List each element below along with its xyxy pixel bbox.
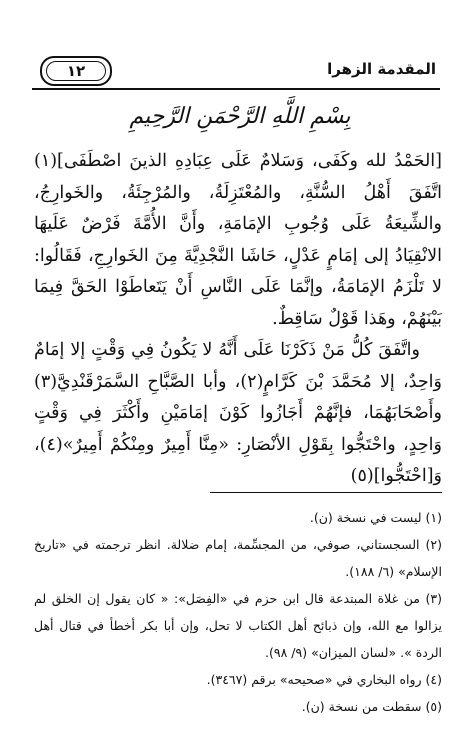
footnote-separator	[210, 492, 442, 493]
page-header	[32, 58, 440, 90]
page-number: ١٢	[40, 56, 112, 86]
footnotes	[34, 504, 442, 720]
main-text	[34, 146, 442, 493]
footnote-3: (٣) من غلاة المبتدعة قال ابن حزم في «الفِصَل»: « كان يقول إن الخلق لم يزالوا مع الله، وإن ذبائح أهل الكتاب لا تحل، وإن أبا بكر أخطأ في قتال أهل الردة ». «لسان الميزان» (٩/ ٩٨).	[34, 591, 442, 660]
footnote-2: (٢) السجستاني، صوفي، من المجسِّمة، إمام ضلالة. انظر ترجمته في «تاريخ الإسلام» (٦/ ١٨٨).	[34, 537, 442, 579]
footnote-4: (٤) رواه البخاري في «صحيحه» برقم (٣٤٦٧).	[206, 672, 442, 687]
paragraph-1: [الحَمْدُ لله وكَفَى، وَسَلامٌ عَلَى عِبَادِهِ الذينَ اصْطَفَى](١) اتَّفَقَ أَهْلُ السُّنَّةِ، والمُعْتَزِلَةُ، والمُرْجِئَةُ، والخَوارِجُ، والشِّيعَةُ عَلَى وُجُوبِ الإمَامَةِ، وأَنَّ الأُمَّةَ فَرْضٌ عَلَيهَا الانْقِيَادُ إلى إمَامٍ عَدْلٍ، حَاشَا النَّجْدِيَّةَ مِنَ الخَوارِجِ، فَقَالُوا: لا تَلْزَمُ الإمَامَةُ، وإنَّمَا عَلَى النَّاسِ أَنْ يَتَعاطَوْا الحَقَّ فِيمَا بَيْنَهُمْ، وهَذا قَوْلٌ سَاقِطٌ.	[34, 151, 442, 329]
paragraph-2: واتَّفَقَ كُلُّ مَنْ ذَكَرْنَا عَلَى أَنَّهُ لا يَكُونُ فِي وَقْتٍ إلا إمَامٌ وَاحِدٌ، إلا مُحَمَّدَ بْنَ كَرَّامٍ(٢)، وأبا الصَّبَّاحِ السَّمَرْقَنْدِيَّ(٣) وأَصْحَابَهُمَا، فإنَّهُمْ أَجَازُوا كَوْنَ إمَامَيْنِ وأَكْثَرَ فِي وَقْتٍ وَاحِدٍ، واحْتَجُّوا بِقَوْلِ الأنْصَارِ: «مِنَّا أَمِيرٌ ومِنْكُمْ أَمِيرٌ»(٤)، وَ[احْتَجُّوا](٥)	[34, 340, 442, 486]
basmala-calligraphy: بِسْمِ اللَّهِ الرَّحْمَنِ الرَّحِيمِ	[129, 104, 351, 129]
footnote-1: (١) ليست في نسخة (ن).	[309, 510, 442, 525]
footnote-5: (٥) سقطت من نسخة (ن).	[301, 699, 442, 714]
running-title: المقدمة الزهرا	[327, 60, 436, 78]
